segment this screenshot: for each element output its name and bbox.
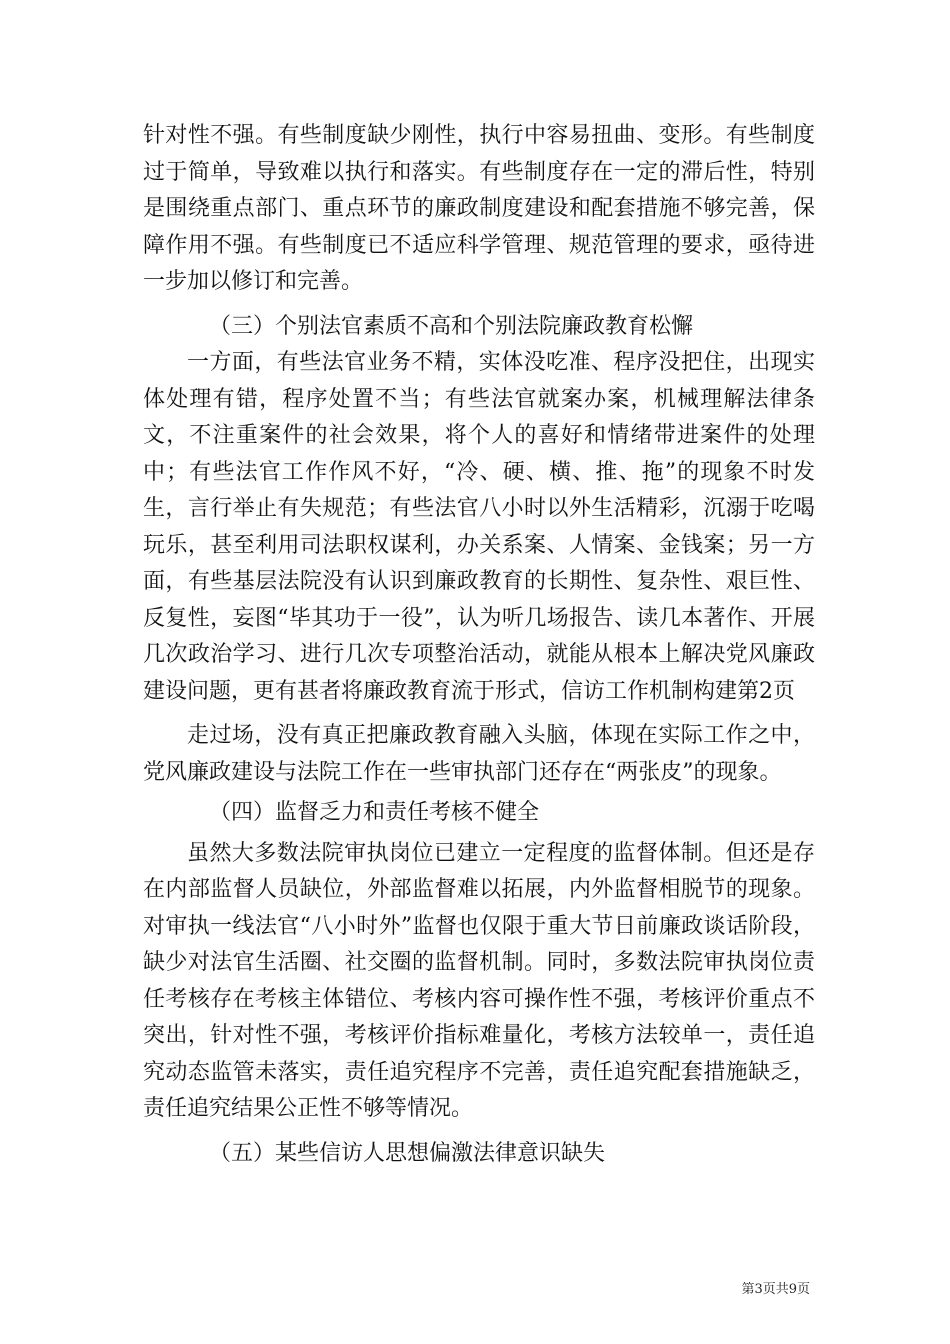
section-heading-4: （四）监督乏力和责任考核不健全: [209, 800, 540, 825]
paragraph-judge-quality: 一方面，有些法官业务不精，实体没吃准、程序没把住，出现实体处理有错，程序处置不当；有些法官就案办案，机械理解法律条文，不注重案件的社会效果，将个人的喜好和情绪带进案件的处理中；有些法官工作作风不好，“冷、硬、横、推、拖”的现象不时发生，言行举止有失规范；有些法官八小时以外生活精彩，沉溺于吃喝玩乐，甚至利用司法职权谋利，办关系案、人情案、金钱案；另一方面，有些基层法院没有认识到廉政教育的长期性、复杂性、艰巨性、反复性，妄图“毕其功于一役”，认为听几场报告、读几本著作、开展几次政治学习、进行几次专项整治活动，就能从根本上解决党风廉政建设问题，更有甚者将廉政教育流于形式，信访工作机制构建第2页: [143, 350, 815, 704]
section-heading-5: （五）某些信访人思想偏激法律意识缺失: [209, 1140, 606, 1166]
paragraph-system-weakness: 针对性不强。有些制度缺少刚性，执行中容易扭曲、变形。有些制度过于简单，导致难以执行和落实。有些制度存在一定的滞后性，特别是围绕重点部门、重点环节的廉政制度建设和配套措施不够完善，保障作用不强。有些制度已不适应科学管理、规范管理的要求，亟待进一步加以修订和完善。: [143, 123, 815, 294]
paragraph-formalism: 走过场，没有真正把廉政教育融入头脑，体现在实际工作之中，党风廉政建设与法院工作在一些审执部门还存在“两张皮”的现象。: [143, 723, 815, 785]
paragraph-supervision: 虽然大多数法院审执岗位已建立一定程度的监督体制。但还是存在内部监督人员缺位，外部监督难以拓展，内外监督相脱节的现象。对审执一线法官“八小时外”监督也仅限于重大节日前廉政谈话阶段，缺少对法官生活圈、社交圈的监督机制。同时，多数法院审执岗位责任考核存在考核主体错位、考核内容可操作性不强，考核评价重点不突出，针对性不强，考核评价指标难量化，考核方法较单一，责任追究动态监管未落实，责任追究程序不完善，责任追究配套措施缺乏，责任追究结果公正性不够等情况。: [143, 840, 815, 1121]
page-number: 第3页共9页: [741, 1282, 810, 1297]
document-body: [143, 118, 815, 1172]
section-heading-3: （三）个别法官素质不高和个别法院廉政教育松懈: [209, 313, 694, 339]
